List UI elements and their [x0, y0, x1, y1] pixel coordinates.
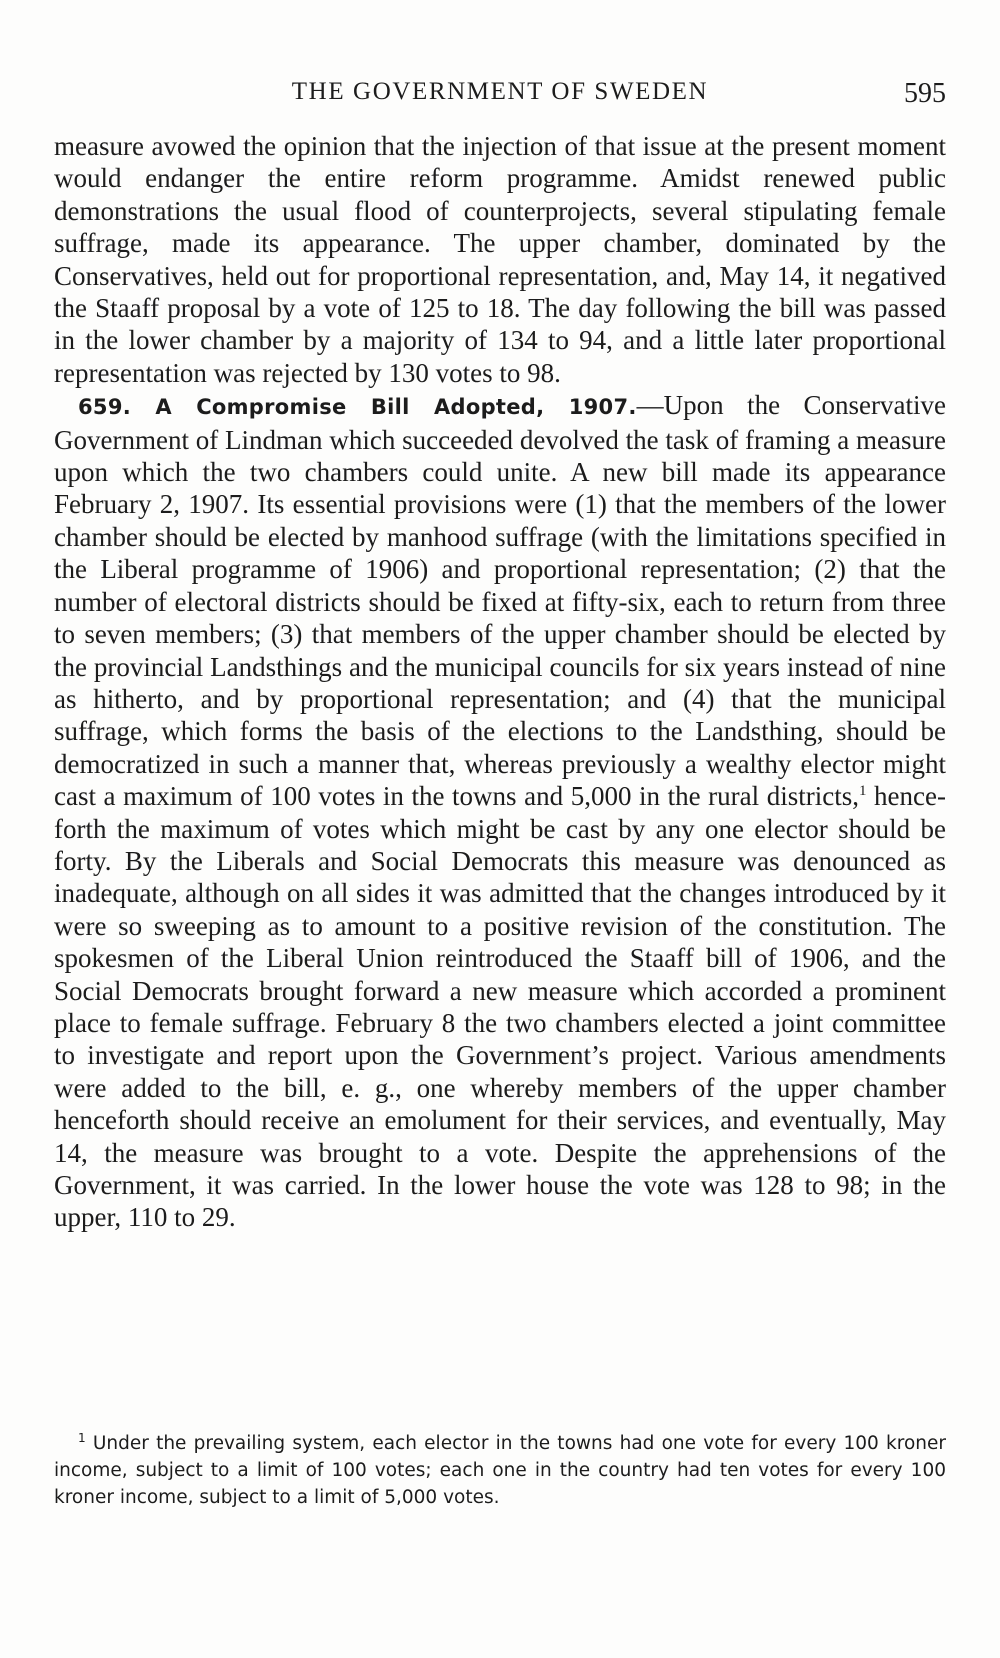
- footnote-reference[interactable]: 1: [858, 783, 867, 800]
- page-number: 595: [904, 78, 946, 109]
- paragraph-continued: measure avowed the opinion that the injection of that issue at the present moment would endanger the entire reform programme. Amidst renewed public demonstrations the usual flood of counterprojects, several stipulating female suffrage, made its appearance. The upper chamber, dominated by the Conservatives, held out for proportional representation, and, May 14, it negatived the Staaff proposal by a vote of 125 to 18. The day following the bill was passed in the lower chamber by a majority of 134 to 94, and a little later proportional representation was rejected by 130 votes to 98.: [54, 131, 946, 388]
- section-paragraph-text-b: henceforth the maximum of votes which might be cast by any one elector should be forty. By the Liberals and Social Democrats this measure was denounced as inadequate, although on all sides it was admitted that the changes introduced by it were so sweeping as to amount to a positive revision of the constitution. The spokesmen of the Liberal Union reintroduced the Staaff bill of 1906, and the Social Democrats brought forward a new measure which accorded a prominent place to female suffrage. February 8 the two chambers elected a joint committee to investigate and report upon the Government’s project. Various amendments were added to the bill, e. g., one whereby members of the upper chamber henceforth should receive an emolument for their services, and eventually, May 14, the measure was brought to a vote. Despite the apprehensions of the Government, it was carried. In the lower house the vote was 128 to 98; in the upper, 110 to 29.: [54, 781, 946, 1233]
- footnote-text: Under the prevailing system, each elector in the towns had one vote for every 100 kroner income, subject to a limit of 100 votes; each one in the country had ten votes for every 100 kroner income, subject to a limit of 5,000 votes.: [54, 1433, 946, 1508]
- footnote-1: [54, 1430, 946, 1511]
- running-head: [54, 74, 946, 110]
- section-659-paragraph: [54, 389, 946, 1234]
- section-paragraph-text-a: —Upon the Conservative Government of Lindman which succeeded devolved the task of framing a measure upon which the two chambers could unite. A new bill made its appearance February 2, 1907. Its essential provisions were (1) that the members of the lower chamber should be elected by manhood suffrage (with the limitations specified in the Liberal programme of 1906) and proportional representation; (2) that the number of electoral districts should be fixed at fifty-six, each to return from three to seven members; (3) that members of the upper chamber should be elected by the provincial Landsthings and the municipal councils for six years instead of nine as hitherto, and by proportional representation; and (4) that the municipal suffrage, which forms the basis of the elections to the Landsthing, should be democratized in such a manner that, whereas previously a wealthy elector might cast a maximum of 100 votes in the towns and 5,000 in the rural districts,: [54, 390, 947, 812]
- footnote-marker: 1: [78, 1430, 86, 1445]
- running-title: THE GOVERNMENT OF SWEDEN: [291, 78, 709, 105]
- section-heading: 659. A Compromise Bill Adopted, 1907.: [78, 395, 637, 420]
- body-text: [54, 130, 946, 1234]
- footnotes: [54, 1430, 946, 1511]
